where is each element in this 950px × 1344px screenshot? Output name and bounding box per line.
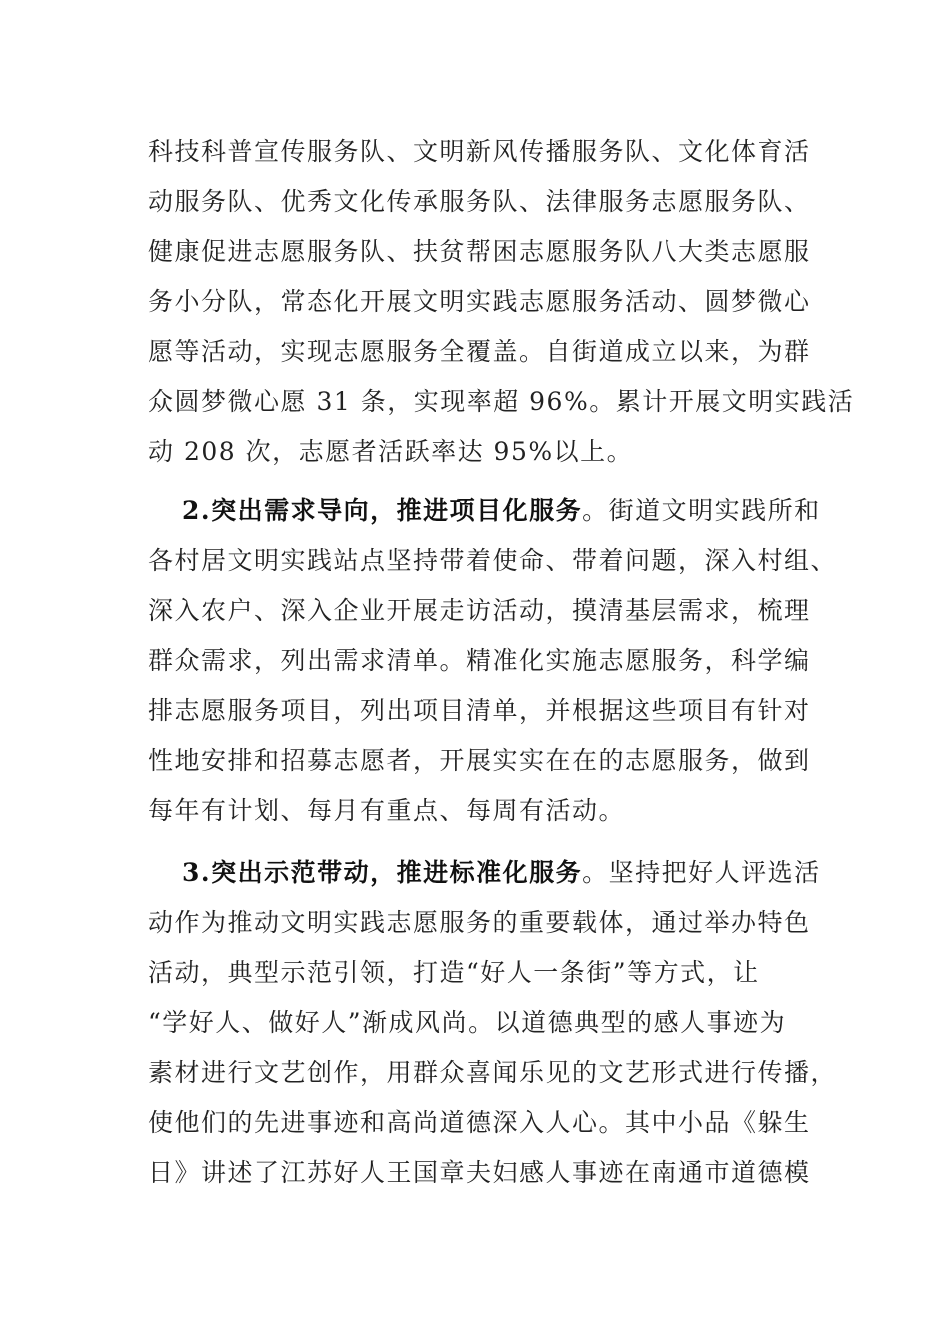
paragraph-3-line-2: 动作为推动文明实践志愿服务的重要载体，通过举办特色 <box>148 908 811 937</box>
paragraph-1-line-6: 众圆梦微心愿 31 条，实现率超 96%。累计开展文明实践活 <box>148 387 855 416</box>
paragraph-3-line-6: 使他们的先进事迹和高尚道德深入人心。其中小品《躲生 <box>148 1108 811 1137</box>
paragraph-3-heading: 3.突出示范带动，推进标准化服务 <box>182 858 583 887</box>
paragraph-3-line-5: 素材进行文艺创作，用群众喜闻乐见的文艺形式进行传播， <box>148 1058 838 1087</box>
paragraph-3-line-7: 日》讲述了江苏好人王国章夫妇感人事迹在南通市道德模 <box>148 1158 811 1187</box>
paragraph-2-line-2: 各村居文明实践站点坚持带着使命、带着问题，深入村组、 <box>148 546 838 575</box>
paragraph-3-line-3: 活动，典型示范引领，打造“好人一条街”等方式，让 <box>148 958 760 987</box>
paragraph-2-line-1-rest: 。街道文明实践所和 <box>582 496 821 525</box>
paragraph-1-line-3: 健康促进志愿服务队、扶贫帮困志愿服务队八大类志愿服 <box>148 237 811 266</box>
paragraph-3-line-4: “学好人、做好人”渐成风尚。以道德典型的感人事迹为 <box>148 1008 787 1037</box>
paragraph-2-line-5: 排志愿服务项目，列出项目清单，并根据这些项目有针对 <box>148 696 811 725</box>
paragraph-1-line-1: 科技科普宣传服务队、文明新风传播服务队、文化体育活 <box>148 137 811 166</box>
paragraph-3-line-1 <box>182 855 821 891</box>
paragraph-1-line-5: 愿等活动，实现志愿服务全覆盖。自街道成立以来，为群 <box>148 337 811 366</box>
paragraph-2-line-4: 群众需求，列出需求清单。精准化实施志愿服务，科学编 <box>148 646 811 675</box>
paragraph-3-line-1-rest: 。坚持把好人评选活 <box>582 858 821 887</box>
paragraph-2-line-6: 性地安排和招募志愿者，开展实实在在的志愿服务，做到 <box>148 746 811 775</box>
paragraph-2-heading: 2.突出需求导向，推进项目化服务 <box>182 496 583 525</box>
paragraph-2-line-1 <box>182 493 821 529</box>
paragraph-1-line-2: 动服务队、优秀文化传承服务队、法律服务志愿服务队、 <box>148 187 811 216</box>
paragraph-1-line-7: 动 208 次，志愿者活跃率达 95%以上。 <box>148 437 634 466</box>
paragraph-2-line-7: 每年有计划、每月有重点、每周有活动。 <box>148 796 626 825</box>
paragraph-1-line-4: 务小分队，常态化开展文明实践志愿服务活动、圆梦微心 <box>148 287 811 316</box>
paragraph-2-line-3: 深入农户、深入企业开展走访活动，摸清基层需求，梳理 <box>148 596 811 625</box>
